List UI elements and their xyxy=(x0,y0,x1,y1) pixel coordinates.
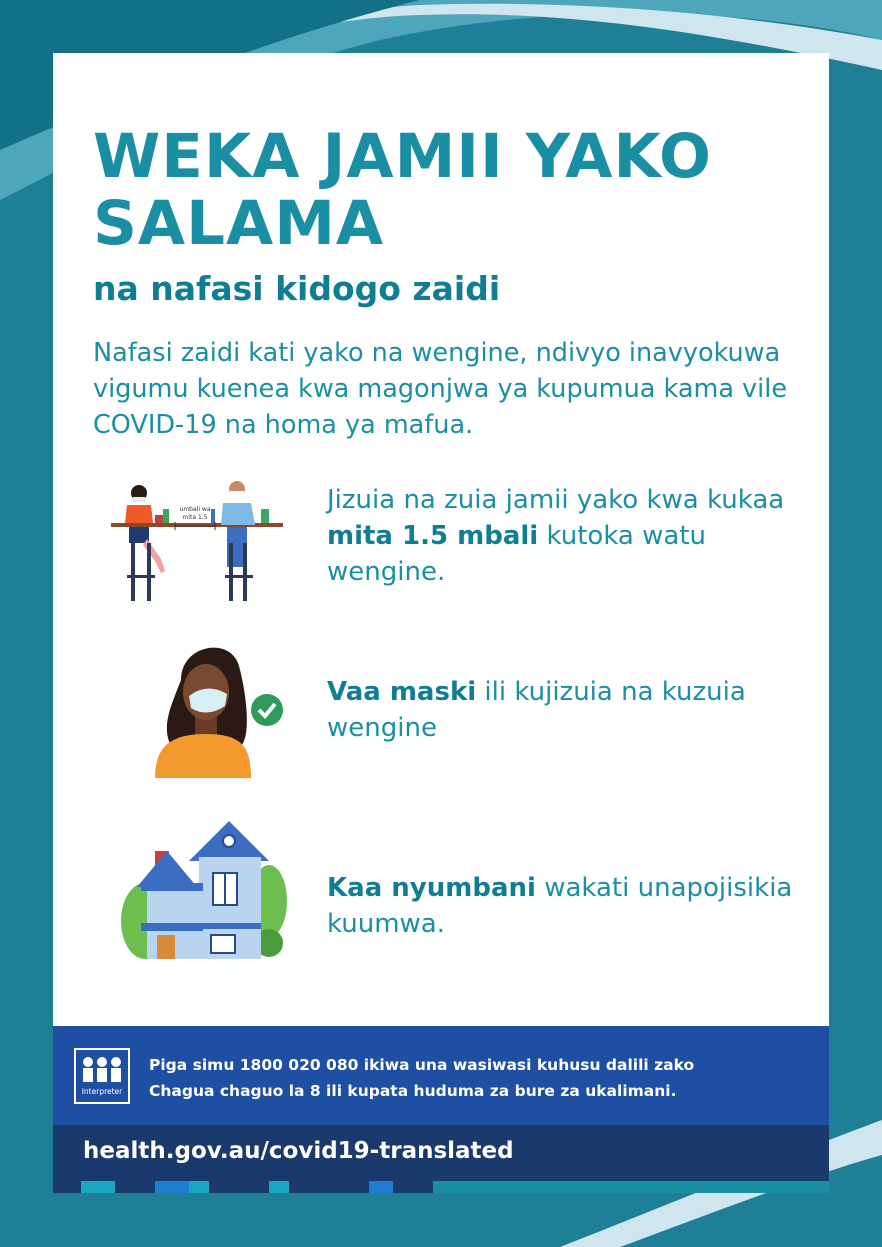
house-icon xyxy=(119,811,289,959)
distance-label-1: umbali wa xyxy=(179,506,211,513)
distance-label-2: mita 1.5 xyxy=(182,514,208,521)
url-banner xyxy=(53,1125,829,1181)
distancing-icon xyxy=(111,479,285,601)
distancing-text-after: kutoka watu wengine. xyxy=(327,521,706,587)
intro-paragraph: Nafasi zaidi kati yako na wengine, ndivyo inavyokuwa vigumu kuenea kwa magonjwa ya kupumua kama vile COVID-19 na homa ya mafua. xyxy=(93,338,788,440)
distancing-text xyxy=(327,482,797,590)
helpline-line-2: Chagua chaguo la 8 ili kupata huduma za bure za ukalimani. xyxy=(149,1082,677,1100)
decorative-stripe xyxy=(53,1181,829,1193)
stay-home-text xyxy=(327,870,797,942)
helpline-text xyxy=(149,1052,694,1104)
mask-text xyxy=(327,674,797,746)
helpline-line-1: Piga simu 1800 020 080 ikiwa una wasiwasi kuhusu dalili zako xyxy=(149,1056,695,1074)
poster-card xyxy=(53,53,829,1193)
subtitle: na nafasi kidogo zaidi xyxy=(93,269,501,308)
title-line-2: SALAMA xyxy=(93,188,385,259)
interpreter-icon xyxy=(74,1048,130,1104)
website-link[interactable]: health.gov.au/covid19-translated xyxy=(83,1138,514,1164)
stay-home-text-after: wakati unapojisikia kuumwa. xyxy=(327,873,793,939)
masked-person-icon xyxy=(151,636,283,778)
distancing-text-before: Jizuia na zuia jamii yako kwa kukaa xyxy=(327,485,785,515)
helpline-banner xyxy=(53,1026,829,1125)
title-line-1: WEKA JAMII YAKO xyxy=(93,121,712,192)
interpreter-label: Interpreter xyxy=(81,1087,123,1096)
page-title xyxy=(93,123,712,257)
mask-text-bold: Vaa maski xyxy=(327,677,477,707)
distancing-text-bold: mita 1.5 mbali xyxy=(327,521,539,551)
stay-home-text-bold: Kaa nyumbani xyxy=(327,873,536,903)
mask-text-after: ili kujizuia na kuzuia wengine xyxy=(327,677,746,743)
